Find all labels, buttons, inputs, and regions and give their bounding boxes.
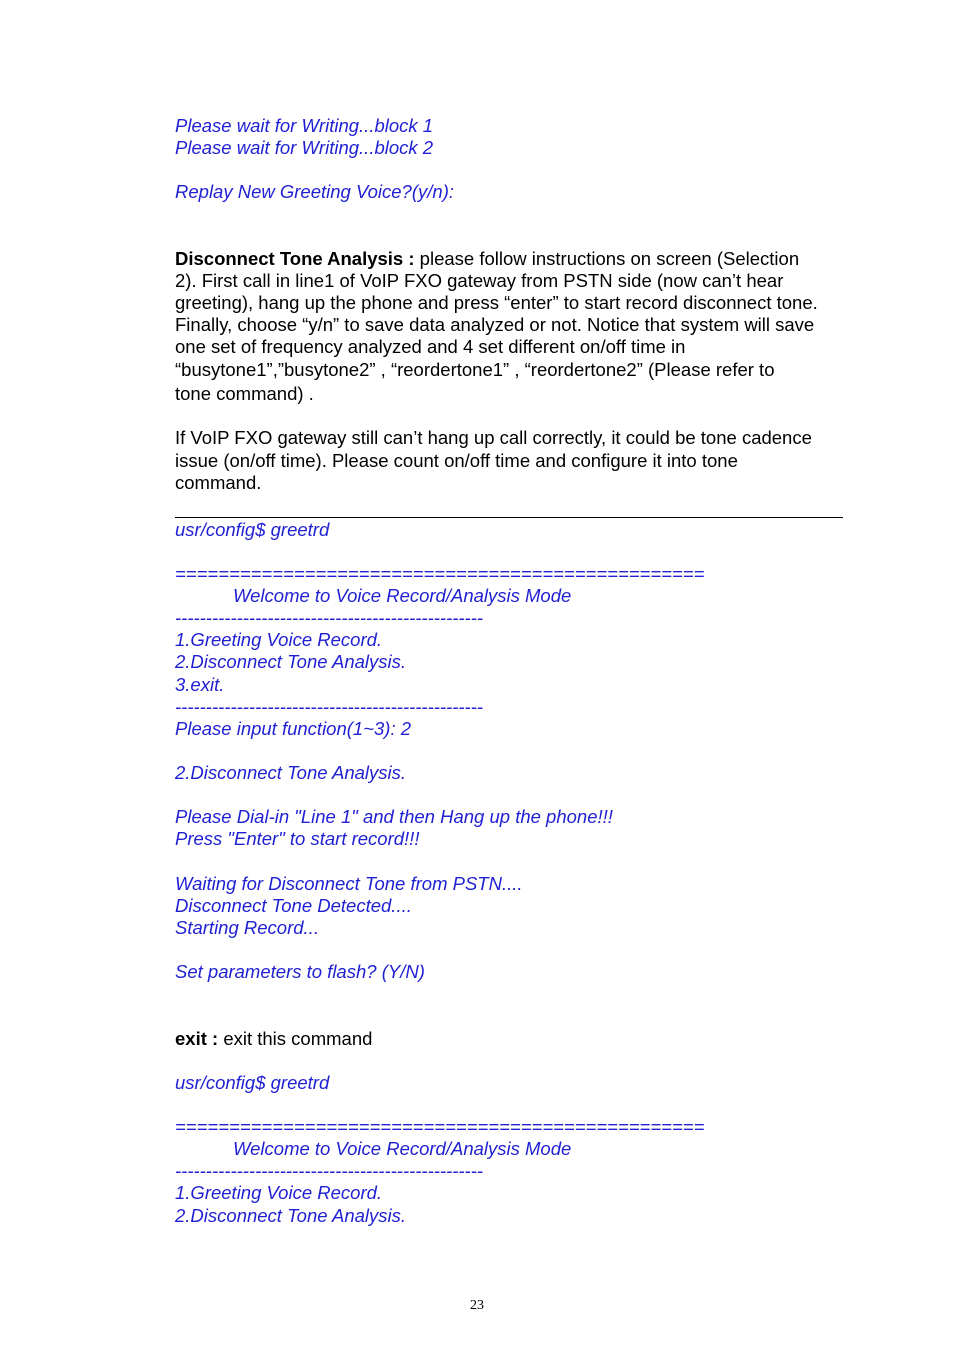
section-heading: exit : (175, 1028, 219, 1049)
terminal-line: Waiting for Disconnect Tone from PSTN.... (175, 873, 523, 894)
terminal-line: Replay New Greeting Voice?(y/n): (175, 181, 454, 202)
terminal-line: Please wait for Writing...block 2 (175, 137, 434, 158)
terminal-menu-item: 3.exit. (175, 674, 225, 695)
terminal-menu-item: 1.Greeting Voice Record. (175, 629, 383, 650)
section-heading: Disconnect Tone Analysis : (175, 248, 415, 269)
terminal-menu-item: 1.Greeting Voice Record. (175, 1182, 383, 1203)
terminal-prompt: usr/config$ greetrd (175, 1072, 330, 1093)
terminal-welcome: Welcome to Voice Record/Analysis Mode (233, 585, 572, 606)
terminal-rule: -------------------------------------------------- (175, 1160, 484, 1181)
paragraph-line: one set of frequency analyzed and 4 set different on/off time in (175, 336, 686, 357)
paragraph-line: greeting), hang up the phone and press “enter” to start record disconnect tone. (175, 292, 818, 313)
paragraph-line: issue (on/off time). Please count on/off time and configure it into tone (175, 450, 738, 471)
paragraph-line: exit : exit this command (175, 1028, 373, 1049)
paragraph-line: command. (175, 472, 262, 493)
paragraph-line: 2). First call in line1 of VoIP FXO gateway from PSTN side (now can’t hear (175, 270, 784, 291)
terminal-line: Please input function(1~3): 2 (175, 718, 412, 739)
terminal-rule: ================================================= (175, 1116, 705, 1137)
terminal-rule: ================================================= (175, 563, 705, 584)
terminal-menu-item: 2.Disconnect Tone Analysis. (175, 651, 407, 672)
terminal-prompt: usr/config$ greetrd (175, 519, 330, 540)
terminal-line: Please wait for Writing...block 1 (175, 115, 434, 136)
terminal-welcome: Welcome to Voice Record/Analysis Mode (233, 1138, 572, 1159)
horizontal-divider (175, 517, 843, 518)
terminal-rule: -------------------------------------------------- (175, 607, 484, 628)
terminal-line: Press "Enter" to start record!!! (175, 828, 420, 849)
terminal-line: Set parameters to flash? (Y/N) (175, 961, 425, 982)
paragraph-line: Finally, choose “y/n” to save data analyzed or not. Notice that system will save (175, 314, 815, 335)
terminal-line: Please Dial-in "Line 1" and then Hang up the phone!!! (175, 806, 613, 827)
terminal-rule: -------------------------------------------------- (175, 696, 484, 717)
paragraph-line: Disconnect Tone Analysis : please follow instructions on screen (Selection (175, 248, 800, 269)
paragraph-line: If VoIP FXO gateway still can’t hang up call correctly, it could be tone cadence (175, 427, 812, 448)
terminal-line: Disconnect Tone Detected.... (175, 895, 412, 916)
paragraph-line: “busytone1”,”busytone2” , “reordertone1” , “reordertone2” (Please refer to (175, 359, 775, 380)
page-number: 23 (470, 1298, 484, 1313)
paragraph-line: tone command) . (175, 383, 314, 404)
terminal-line: Starting Record... (175, 917, 319, 938)
terminal-line: 2.Disconnect Tone Analysis. (175, 762, 407, 783)
terminal-menu-item: 2.Disconnect Tone Analysis. (175, 1205, 407, 1226)
